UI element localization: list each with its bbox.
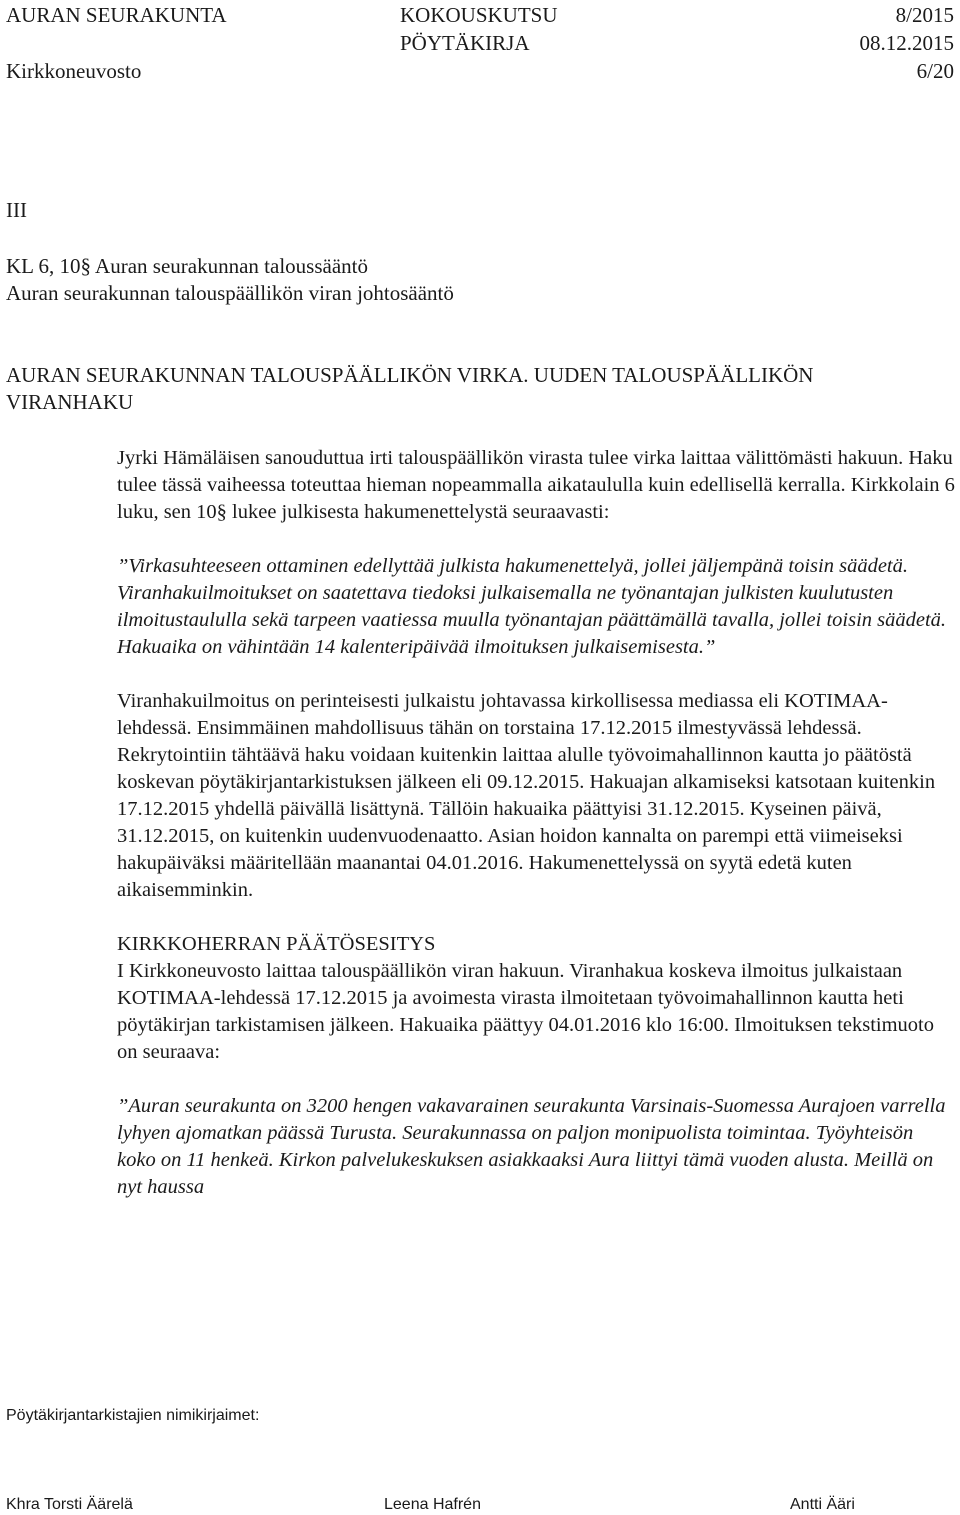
- signatures-label: Pöytäkirjantarkistajien nimikirjaimet:: [6, 1407, 260, 1424]
- doc-type-invitation: KOKOUSKUTSU: [400, 3, 558, 27]
- org-name: AURAN SEURAKUNTA: [6, 3, 227, 27]
- meeting-date: 08.12.2015: [859, 31, 954, 55]
- section-number: III: [6, 198, 27, 222]
- intro-paragraph: Jyrki Hämäläisen sanouduttua irti talouspäällikön virasta tulee virka laittaa välittömästi hakuun. Haku tulee tässä vaiheessa toteuttaa hieman nopeammalla aikataululla kuin edellisellä kerralla. Kirkkolain 6 luku, sen 10§ lukee julkisesta hakumenettelystä seuraavasti:: [117, 447, 955, 523]
- proposal-heading: KIRKKOHERRAN PÄÄTÖSESITYS: [117, 933, 436, 955]
- section-title: AURAN SEURAKUNNAN TALOUSPÄÄLLIKÖN VIRKA. UUDEN TALOUSPÄÄLLIKÖN: [6, 363, 814, 387]
- signer-1: Khra Torsti Äärelä: [6, 1496, 133, 1513]
- legal-reference: KL 6, 10§ Auran seurakunnan taloussääntö: [6, 254, 368, 278]
- doc-type-minutes: PÖYTÄKIRJA: [400, 31, 530, 55]
- advertisement-quote: ”Auran seurakunta on 3200 hengen vakavarainen seurakunta Varsinais-Suomessa Aurajoen varrella lyhyen ajomatkan päässä Turusta. Seurakunnassa on paljon monipuolista toimintaa. Työyhteisön koko on 11 henkeä. Kirkon palvelukeskuksen asiakkaaksi Aura liittyi tämä vuoden alusta. Meillä on nyt haussa: [117, 1095, 946, 1198]
- page-number: 6/20: [916, 59, 954, 83]
- proposal-paragraph: I Kirkkoneuvosto laittaa talouspäällikön viran hakuun. Viranhakua koskeva ilmoitus julkaistaan KOTIMAA-lehdessä 17.12.2015 ja avoimesta virasta ilmoitetaan työvoimahallinnon kautta heti pöytäkirjan tarkistamisen jälkeen. Hakuaika päättyy 04.01.2016 klo 16:00. Ilmoituksen tekstimuoto on seuraava:: [117, 960, 934, 1063]
- meeting-number: 8/2015: [895, 3, 954, 27]
- section-title-continued: VIRANHAKU: [6, 390, 134, 414]
- body-name: Kirkkoneuvosto: [6, 59, 142, 83]
- document-body: [117, 445, 955, 1201]
- statute-reference: Auran seurakunnan talouspäällikön viran johtosääntö: [6, 281, 454, 305]
- background-paragraph: Viranhakuilmoitus on perinteisesti julkaistu johtavassa kirkollisessa mediassa eli KOTIMAA-lehdessä. Ensimmäinen mahdollisuus tähän on torstaina 17.12.2015 ilmestyvässä lehdessä. Rekrytointiin tähtäävä haku voidaan kuitenkin laittaa alulle työvoimahallinnon kautta jo päätöstä koskevan pöytäkirjantarkistuksen jälkeen eli 09.12.2015. Hakuajan alkamiseksi katsotaan kuitenkin 17.12.2015 yhdellä päivällä lisättynä. Tällöin hakuaika päättyisi 31.12.2015. Kyseinen päivä, 31.12.2015, on kuitenkin uudenvuodenaatto. Asian hoidon kannalta on parempi että viimeiseksi hakupäiväksi määritellään maanantai 04.01.2016. Hakumenettelyssä on syytä edetä kuten aikaisemminkin.: [117, 690, 936, 901]
- signer-3: Antti Ääri: [790, 1496, 855, 1513]
- law-quote: ”Virkasuhteeseen ottaminen edellyttää julkista hakumenettelyä, jollei jäljempänä toisin säädetä. Viranhakuilmoitukset on saatettava tiedoksi julkaisemalla ne työnantajan julkisten kuulutusten ilmoitustaululla sekä tarpeen vaatiessa muulla työnantajan päättämällä tavalla, jollei toisin säädetä. Hakuaika on vähintään 14 kalenteripäivää ilmoituksen julkaisemisesta.”: [117, 555, 947, 658]
- signer-2: Leena Hafrén: [384, 1496, 481, 1513]
